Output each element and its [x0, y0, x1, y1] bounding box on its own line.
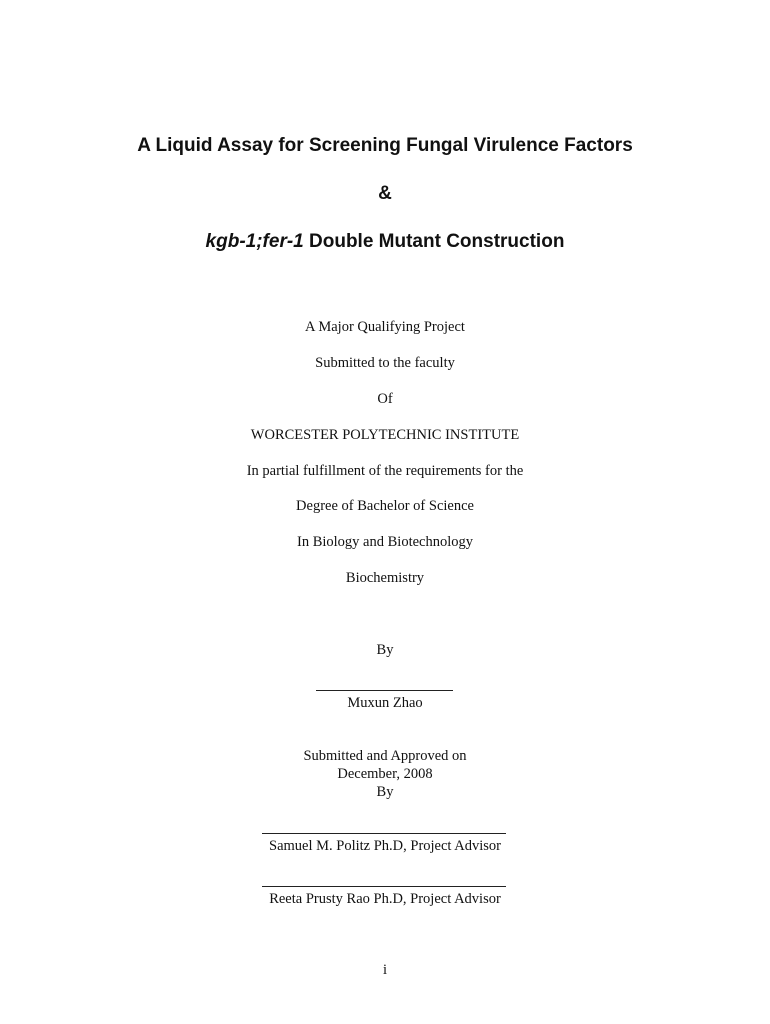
subfield-text: Biochemistry: [345, 570, 425, 586]
institution-name: WORCESTER POLYTECHNIC INSTITUTE: [250, 427, 520, 443]
of-label: Of: [377, 391, 393, 407]
gene-name: kgb-1;fer-1: [205, 231, 304, 252]
advisor1-signature-line: [262, 833, 506, 834]
by-label: By: [376, 642, 394, 658]
advisor1-name: Samuel M. Politz Ph.D, Project Advisor: [269, 838, 501, 854]
fulfillment-text: In partial fulfillment of the requirements for the: [246, 463, 524, 479]
title-line-1: [0, 135, 770, 157]
advisor2-signature-line: [262, 886, 506, 887]
approved-line: Submitted and Approved on: [303, 748, 467, 764]
approved-by: By: [376, 784, 394, 800]
author-name: Muxun Zhao: [347, 695, 423, 711]
ampersand: &: [378, 183, 392, 204]
approved-date: December, 2008: [337, 766, 433, 782]
title-line-3: [0, 231, 770, 253]
title-subtitle: Double Mutant Construction: [303, 231, 565, 252]
project-type: A Major Qualifying Project: [305, 319, 465, 335]
title-main: A Liquid Assay for Screening Fungal Virulence Factors: [137, 135, 633, 156]
field-text: In Biology and Biotechnology: [297, 534, 473, 550]
author-signature-line: [316, 690, 453, 691]
submitted-to: Submitted to the faculty: [315, 355, 455, 371]
degree-text: Degree of Bachelor of Science: [296, 498, 474, 514]
page-number: i: [382, 962, 388, 978]
advisor2-name: Reeta Prusty Rao Ph.D, Project Advisor: [269, 891, 501, 907]
title-ampersand: [0, 183, 770, 205]
